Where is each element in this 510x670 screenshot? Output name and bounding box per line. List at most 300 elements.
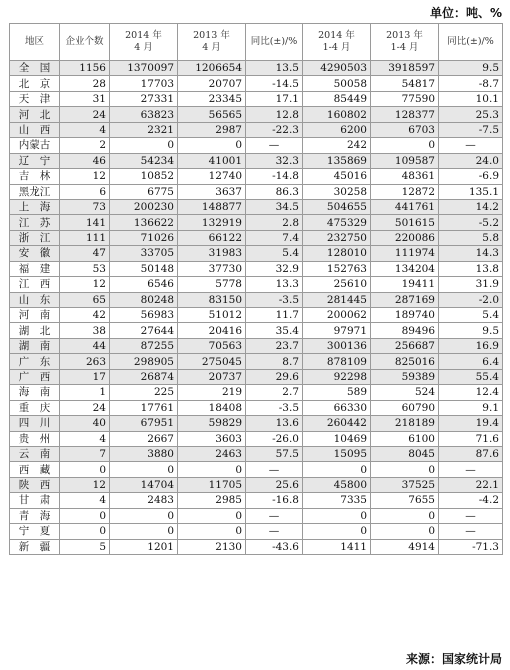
ytd-2013-cell: 134204 [371, 261, 439, 276]
apr-2014-cell: 298905 [110, 354, 178, 369]
ytd-2013-cell: 8045 [371, 446, 439, 461]
yoy-apr-cell: 32.3 [246, 153, 303, 168]
company-count-cell: 12 [60, 169, 110, 184]
table-row [10, 539, 503, 554]
table-row [10, 138, 503, 153]
company-count-cell: 47 [60, 246, 110, 261]
ytd-2014-cell: 6200 [303, 122, 371, 137]
region-cell: 宁 夏 [10, 524, 60, 539]
ytd-2014-cell: 475329 [303, 215, 371, 230]
apr-2013-cell: 2130 [178, 539, 246, 554]
table-row [10, 416, 503, 431]
region-cell: 广 东 [10, 354, 60, 369]
table-row [10, 184, 503, 199]
company-count-cell: 65 [60, 292, 110, 307]
yoy-apr-cell: 13.6 [246, 416, 303, 431]
region-cell: 上 海 [10, 199, 60, 214]
yoy-apr-cell: — [246, 462, 303, 477]
company-count-cell: 28 [60, 76, 110, 91]
apr-2014-cell: 10852 [110, 169, 178, 184]
yoy-apr-cell: 57.5 [246, 446, 303, 461]
yoy-ytd-cell: 9.5 [439, 323, 503, 338]
ytd-2013-cell: 501615 [371, 215, 439, 230]
yoy-apr-cell: -26.0 [246, 431, 303, 446]
ytd-2014-cell: 30258 [303, 184, 371, 199]
region-cell: 海 南 [10, 385, 60, 400]
table-row [10, 462, 503, 477]
yoy-ytd-cell: 22.1 [439, 477, 503, 492]
ytd-2013-cell: 287169 [371, 292, 439, 307]
ytd-2014-cell: 589 [303, 385, 371, 400]
table-row [10, 431, 503, 446]
ytd-2014-cell: 135869 [303, 153, 371, 168]
table-row [10, 107, 503, 122]
yoy-ytd-cell: -6.9 [439, 169, 503, 184]
yoy-apr-cell: 13.3 [246, 277, 303, 292]
apr-2013-cell: 18408 [178, 400, 246, 415]
apr-2014-cell: 14704 [110, 477, 178, 492]
column-header: 2014 年 1-4 月 [303, 24, 371, 61]
apr-2014-cell: 50148 [110, 261, 178, 276]
region-cell: 吉 林 [10, 169, 60, 184]
apr-2014-cell: 17761 [110, 400, 178, 415]
yoy-ytd-cell: 19.4 [439, 416, 503, 431]
apr-2013-cell: 51012 [178, 308, 246, 323]
apr-2014-cell: 136622 [110, 215, 178, 230]
ytd-2014-cell: 4290503 [303, 61, 371, 76]
yoy-ytd-cell: -8.7 [439, 76, 503, 91]
yoy-ytd-cell: 6.4 [439, 354, 503, 369]
yoy-apr-cell: — [246, 524, 303, 539]
yoy-ytd-cell: 135.1 [439, 184, 503, 199]
source-label: 来源：国家统计局 [405, 652, 502, 666]
apr-2014-cell: 200230 [110, 199, 178, 214]
column-header: 同比(±)/% [246, 24, 303, 61]
apr-2013-cell: 11705 [178, 477, 246, 492]
region-cell: 浙 江 [10, 230, 60, 245]
yoy-ytd-cell: 16.9 [439, 338, 503, 353]
unit-label: 单位：吨、% [429, 6, 502, 20]
apr-2014-cell: 0 [110, 524, 178, 539]
ytd-2014-cell: 160802 [303, 107, 371, 122]
yoy-ytd-cell: — [439, 462, 503, 477]
company-count-cell: 31 [60, 91, 110, 106]
header-row [10, 24, 503, 61]
ytd-2013-cell: 825016 [371, 354, 439, 369]
apr-2013-cell: 70563 [178, 338, 246, 353]
ytd-2013-cell: 109587 [371, 153, 439, 168]
yoy-apr-cell: -3.5 [246, 400, 303, 415]
company-count-cell: 12 [60, 477, 110, 492]
yoy-ytd-cell: 13.8 [439, 261, 503, 276]
ytd-2013-cell: 60790 [371, 400, 439, 415]
yoy-ytd-cell: — [439, 138, 503, 153]
apr-2014-cell: 2321 [110, 122, 178, 137]
yoy-apr-cell: — [246, 138, 303, 153]
ytd-2013-cell: 0 [371, 524, 439, 539]
yoy-ytd-cell: -7.5 [439, 122, 503, 137]
apr-2013-cell: 23345 [178, 91, 246, 106]
yoy-ytd-cell: 5.8 [439, 230, 503, 245]
apr-2014-cell: 225 [110, 385, 178, 400]
column-header: 企业个数 [60, 24, 110, 61]
apr-2013-cell: 3637 [178, 184, 246, 199]
apr-2013-cell: 59829 [178, 416, 246, 431]
table-row [10, 400, 503, 415]
company-count-cell: 53 [60, 261, 110, 276]
yoy-ytd-cell: 25.3 [439, 107, 503, 122]
region-cell: 山 东 [10, 292, 60, 307]
ytd-2014-cell: 97971 [303, 323, 371, 338]
ytd-2014-cell: 242 [303, 138, 371, 153]
column-header: 2013 年 4 月 [178, 24, 246, 61]
region-cell: 湖 南 [10, 338, 60, 353]
region-cell: 青 海 [10, 508, 60, 523]
apr-2014-cell: 6775 [110, 184, 178, 199]
ytd-2013-cell: 256687 [371, 338, 439, 353]
ytd-2014-cell: 0 [303, 508, 371, 523]
table-row [10, 323, 503, 338]
yoy-apr-cell: -16.8 [246, 493, 303, 508]
apr-2014-cell: 56983 [110, 308, 178, 323]
yoy-apr-cell: 12.8 [246, 107, 303, 122]
apr-2014-cell: 33705 [110, 246, 178, 261]
apr-2014-cell: 2667 [110, 431, 178, 446]
region-cell: 山 西 [10, 122, 60, 137]
yoy-apr-cell: 5.4 [246, 246, 303, 261]
region-cell: 北 京 [10, 76, 60, 91]
ytd-2014-cell: 66330 [303, 400, 371, 415]
company-count-cell: 111 [60, 230, 110, 245]
ytd-2014-cell: 25610 [303, 277, 371, 292]
ytd-2013-cell: 54817 [371, 76, 439, 91]
region-cell: 重 庆 [10, 400, 60, 415]
apr-2013-cell: 31983 [178, 246, 246, 261]
ytd-2014-cell: 0 [303, 524, 371, 539]
table-row [10, 169, 503, 184]
company-count-cell: 44 [60, 338, 110, 353]
ytd-2014-cell: 260442 [303, 416, 371, 431]
region-cell: 江 苏 [10, 215, 60, 230]
table-row [10, 277, 503, 292]
table-row [10, 508, 503, 523]
apr-2014-cell: 27644 [110, 323, 178, 338]
region-cell: 甘 肃 [10, 493, 60, 508]
ytd-2013-cell: 189740 [371, 308, 439, 323]
apr-2013-cell: 0 [178, 138, 246, 153]
ytd-2014-cell: 281445 [303, 292, 371, 307]
apr-2014-cell: 26874 [110, 369, 178, 384]
apr-2013-cell: 2987 [178, 122, 246, 137]
apr-2013-cell: 20416 [178, 323, 246, 338]
company-count-cell: 6 [60, 184, 110, 199]
yoy-ytd-cell: -5.2 [439, 215, 503, 230]
ytd-2013-cell: 111974 [371, 246, 439, 261]
yoy-ytd-cell: 55.4 [439, 369, 503, 384]
apr-2013-cell: 3603 [178, 431, 246, 446]
table-row [10, 292, 503, 307]
apr-2013-cell: 0 [178, 524, 246, 539]
company-count-cell: 2 [60, 138, 110, 153]
yoy-ytd-cell: 10.1 [439, 91, 503, 106]
apr-2014-cell: 54234 [110, 153, 178, 168]
company-count-cell: 4 [60, 493, 110, 508]
table-row [10, 446, 503, 461]
table-row [10, 493, 503, 508]
ytd-2014-cell: 45016 [303, 169, 371, 184]
apr-2013-cell: 2463 [178, 446, 246, 461]
ytd-2013-cell: 4914 [371, 539, 439, 554]
column-header: 2013 年 1-4 月 [371, 24, 439, 61]
apr-2013-cell: 41001 [178, 153, 246, 168]
apr-2013-cell: 20737 [178, 369, 246, 384]
table-header [10, 24, 503, 61]
yoy-apr-cell: 35.4 [246, 323, 303, 338]
ytd-2013-cell: 0 [371, 462, 439, 477]
company-count-cell: 4 [60, 431, 110, 446]
region-cell: 全 国 [10, 61, 60, 76]
ytd-2013-cell: 89496 [371, 323, 439, 338]
yoy-apr-cell: -43.6 [246, 539, 303, 554]
apr-2014-cell: 71026 [110, 230, 178, 245]
table-row [10, 61, 503, 76]
ytd-2013-cell: 12872 [371, 184, 439, 199]
company-count-cell: 42 [60, 308, 110, 323]
yoy-apr-cell: -14.5 [246, 76, 303, 91]
yoy-ytd-cell: 9.1 [439, 400, 503, 415]
apr-2014-cell: 63823 [110, 107, 178, 122]
yoy-apr-cell: -22.3 [246, 122, 303, 137]
yoy-ytd-cell: -4.2 [439, 493, 503, 508]
ytd-2013-cell: 3918597 [371, 61, 439, 76]
region-cell: 贵 州 [10, 431, 60, 446]
company-count-cell: 1 [60, 385, 110, 400]
yoy-apr-cell: — [246, 508, 303, 523]
data-table [9, 23, 503, 555]
apr-2013-cell: 37730 [178, 261, 246, 276]
table-row [10, 354, 503, 369]
ytd-2014-cell: 85449 [303, 91, 371, 106]
company-count-cell: 46 [60, 153, 110, 168]
company-count-cell: 5 [60, 539, 110, 554]
ytd-2013-cell: 0 [371, 508, 439, 523]
yoy-ytd-cell: 71.6 [439, 431, 503, 446]
apr-2013-cell: 1206654 [178, 61, 246, 76]
yoy-ytd-cell: 24.0 [439, 153, 503, 168]
table-body [10, 61, 503, 555]
company-count-cell: 7 [60, 446, 110, 461]
region-cell: 内蒙古 [10, 138, 60, 153]
apr-2014-cell: 80248 [110, 292, 178, 307]
company-count-cell: 40 [60, 416, 110, 431]
apr-2014-cell: 87255 [110, 338, 178, 353]
region-cell: 广 西 [10, 369, 60, 384]
yoy-apr-cell: 2.7 [246, 385, 303, 400]
ytd-2014-cell: 1411 [303, 539, 371, 554]
apr-2014-cell: 0 [110, 508, 178, 523]
apr-2014-cell: 1370097 [110, 61, 178, 76]
table-row [10, 230, 503, 245]
ytd-2014-cell: 15095 [303, 446, 371, 461]
yoy-ytd-cell: 87.6 [439, 446, 503, 461]
ytd-2013-cell: 59389 [371, 369, 439, 384]
company-count-cell: 24 [60, 107, 110, 122]
table-row [10, 199, 503, 214]
ytd-2014-cell: 0 [303, 462, 371, 477]
yoy-apr-cell: 32.9 [246, 261, 303, 276]
column-header: 地区 [10, 24, 60, 61]
ytd-2014-cell: 504655 [303, 199, 371, 214]
apr-2014-cell: 17703 [110, 76, 178, 91]
apr-2013-cell: 219 [178, 385, 246, 400]
region-cell: 陕 西 [10, 477, 60, 492]
yoy-ytd-cell: 14.3 [439, 246, 503, 261]
company-count-cell: 0 [60, 508, 110, 523]
table-row [10, 369, 503, 384]
apr-2013-cell: 20707 [178, 76, 246, 91]
region-cell: 辽 宁 [10, 153, 60, 168]
region-cell: 福 建 [10, 261, 60, 276]
company-count-cell: 0 [60, 462, 110, 477]
apr-2013-cell: 275045 [178, 354, 246, 369]
yoy-apr-cell: 11.7 [246, 308, 303, 323]
yoy-apr-cell: 13.5 [246, 61, 303, 76]
ytd-2014-cell: 128010 [303, 246, 371, 261]
ytd-2013-cell: 6100 [371, 431, 439, 446]
table-row [10, 338, 503, 353]
ytd-2013-cell: 128377 [371, 107, 439, 122]
apr-2013-cell: 148877 [178, 199, 246, 214]
yoy-apr-cell: 34.5 [246, 199, 303, 214]
table-row [10, 76, 503, 91]
apr-2013-cell: 56565 [178, 107, 246, 122]
region-cell: 河 南 [10, 308, 60, 323]
table-row [10, 524, 503, 539]
region-cell: 黑龙江 [10, 184, 60, 199]
ytd-2013-cell: 19411 [371, 277, 439, 292]
ytd-2014-cell: 92298 [303, 369, 371, 384]
yoy-apr-cell: 29.6 [246, 369, 303, 384]
region-cell: 西 藏 [10, 462, 60, 477]
apr-2013-cell: 2985 [178, 493, 246, 508]
yoy-apr-cell: 23.7 [246, 338, 303, 353]
yoy-ytd-cell: — [439, 524, 503, 539]
apr-2014-cell: 2483 [110, 493, 178, 508]
apr-2014-cell: 1201 [110, 539, 178, 554]
apr-2013-cell: 66122 [178, 230, 246, 245]
apr-2014-cell: 0 [110, 462, 178, 477]
ytd-2014-cell: 7335 [303, 493, 371, 508]
table-row [10, 385, 503, 400]
company-count-cell: 1156 [60, 61, 110, 76]
ytd-2014-cell: 200062 [303, 308, 371, 323]
company-count-cell: 38 [60, 323, 110, 338]
table-row [10, 477, 503, 492]
apr-2013-cell: 83150 [178, 292, 246, 307]
yoy-apr-cell: -3.5 [246, 292, 303, 307]
apr-2014-cell: 3880 [110, 446, 178, 461]
region-cell: 云 南 [10, 446, 60, 461]
ytd-2013-cell: 220086 [371, 230, 439, 245]
table-row [10, 153, 503, 168]
yoy-ytd-cell: -2.0 [439, 292, 503, 307]
yoy-apr-cell: 2.8 [246, 215, 303, 230]
region-cell: 天 津 [10, 91, 60, 106]
ytd-2013-cell: 218189 [371, 416, 439, 431]
region-cell: 安 徽 [10, 246, 60, 261]
yoy-ytd-cell: 31.9 [439, 277, 503, 292]
ytd-2013-cell: 441761 [371, 199, 439, 214]
ytd-2014-cell: 50058 [303, 76, 371, 91]
apr-2013-cell: 12740 [178, 169, 246, 184]
column-header: 2014 年 4 月 [110, 24, 178, 61]
yoy-ytd-cell: 12.4 [439, 385, 503, 400]
company-count-cell: 0 [60, 524, 110, 539]
ytd-2013-cell: 7655 [371, 493, 439, 508]
table-row [10, 122, 503, 137]
ytd-2014-cell: 45800 [303, 477, 371, 492]
yoy-ytd-cell: 14.2 [439, 199, 503, 214]
ytd-2014-cell: 152763 [303, 261, 371, 276]
yoy-ytd-cell: -71.3 [439, 539, 503, 554]
ytd-2013-cell: 77590 [371, 91, 439, 106]
company-count-cell: 73 [60, 199, 110, 214]
company-count-cell: 24 [60, 400, 110, 415]
table-row [10, 215, 503, 230]
yoy-apr-cell: 25.6 [246, 477, 303, 492]
ytd-2014-cell: 300136 [303, 338, 371, 353]
yoy-ytd-cell: — [439, 508, 503, 523]
yoy-ytd-cell: 9.5 [439, 61, 503, 76]
region-cell: 新 疆 [10, 539, 60, 554]
ytd-2014-cell: 878109 [303, 354, 371, 369]
apr-2014-cell: 27331 [110, 91, 178, 106]
ytd-2013-cell: 0 [371, 138, 439, 153]
apr-2013-cell: 0 [178, 508, 246, 523]
apr-2014-cell: 0 [110, 138, 178, 153]
apr-2014-cell: 67951 [110, 416, 178, 431]
apr-2013-cell: 132919 [178, 215, 246, 230]
company-count-cell: 12 [60, 277, 110, 292]
company-count-cell: 263 [60, 354, 110, 369]
region-cell: 河 北 [10, 107, 60, 122]
ytd-2014-cell: 10469 [303, 431, 371, 446]
yoy-apr-cell: 7.4 [246, 230, 303, 245]
yoy-apr-cell: 86.3 [246, 184, 303, 199]
company-count-cell: 17 [60, 369, 110, 384]
table-row [10, 246, 503, 261]
region-cell: 四 川 [10, 416, 60, 431]
yoy-ytd-cell: 5.4 [439, 308, 503, 323]
apr-2014-cell: 6546 [110, 277, 178, 292]
ytd-2014-cell: 232750 [303, 230, 371, 245]
yoy-apr-cell: -14.8 [246, 169, 303, 184]
table-row [10, 261, 503, 276]
company-count-cell: 141 [60, 215, 110, 230]
yoy-apr-cell: 8.7 [246, 354, 303, 369]
table-row [10, 91, 503, 106]
ytd-2013-cell: 37525 [371, 477, 439, 492]
yoy-apr-cell: 17.1 [246, 91, 303, 106]
region-cell: 湖 北 [10, 323, 60, 338]
apr-2013-cell: 5778 [178, 277, 246, 292]
table-row [10, 308, 503, 323]
ytd-2013-cell: 524 [371, 385, 439, 400]
apr-2013-cell: 0 [178, 462, 246, 477]
ytd-2013-cell: 48361 [371, 169, 439, 184]
column-header: 同比(±)/% [439, 24, 503, 61]
company-count-cell: 4 [60, 122, 110, 137]
